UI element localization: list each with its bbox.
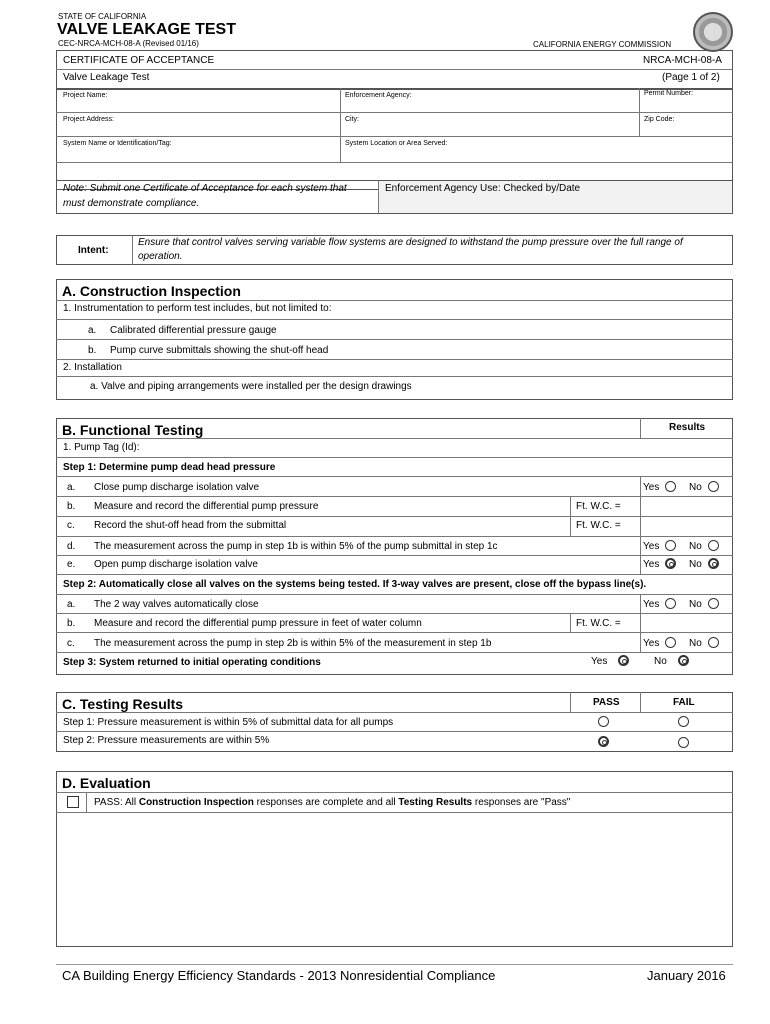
enforcement-agency-field[interactable]: Enforcement Agency: [345,92,412,99]
measure-pump-pressure-step: Measure and record the differential pump pressure [94,501,319,512]
yes-label: Yes [643,559,660,570]
pass-header: PASS [593,697,620,708]
yes-label: Yes [643,599,660,610]
form-name: Valve Leakage Test [63,72,150,83]
result-step1: Step 1: Pressure measurement is within 5% of submittal data for all pumps [63,717,394,728]
yes-label: Yes [591,656,608,667]
commission-label: CALIFORNIA ENERGY COMMISSION [533,40,672,49]
no-label: No [689,541,702,552]
evaluation-bold-2: Testing Results [398,797,473,808]
system-name-field[interactable]: System Name or Identification/Tag: [63,140,172,147]
result1-fail-radio[interactable] [678,716,689,727]
step1d-no-radio[interactable] [708,540,719,551]
step3-heading: Step 3: System returned to initial operating conditions [63,657,321,668]
note-text-2: must demonstrate compliance. [63,198,200,209]
evaluation-suffix: responses are "Pass" [472,797,571,808]
result2-fail-radio[interactable] [678,737,689,748]
permit-number-field[interactable]: Permit Number: [644,90,694,97]
step1e-no-radio[interactable] [708,558,719,569]
pass-checkbox[interactable] [67,796,79,808]
instrumentation-item: 1. Instrumentation to perform test includes, but not limited to: [63,303,332,314]
footer-standards: CA Building Energy Efficiency Standards - 2013 Nonresidential Compliance [62,968,496,983]
installation-item: 2. Installation [63,362,122,373]
result-step2: Step 2: Pressure measurements are within 5% [63,735,270,746]
results-header: Results [669,422,706,433]
agency-use-label[interactable]: Enforcement Agency Use: Checked by/Date [385,183,581,194]
intent-text-2: operation. [138,251,183,262]
step2c-yes-radio[interactable] [665,637,676,648]
state-label: STATE OF CALIFORNIA [58,12,147,21]
row-letter: d. [67,541,76,552]
yes-label: Yes [643,541,660,552]
section-c-title: C. Testing Results [62,696,184,712]
fail-header: FAIL [673,697,695,708]
step1e-yes-radio[interactable] [665,558,676,569]
step1a-yes-radio[interactable] [665,481,676,492]
row-letter: b. [67,501,76,512]
form-title: VALVE LEAKAGE TEST [57,21,236,38]
step2c-no-radio[interactable] [708,637,719,648]
row-letter: a. [67,599,76,610]
section-a-title: A. Construction Inspection [62,283,241,299]
evaluation-mid: responses are complete and all [253,797,399,808]
step2a-yes-radio[interactable] [665,598,676,609]
measure-water-column-step: Measure and record the differential pump pressure in feet of water column [94,618,422,629]
zip-code-field[interactable]: Zip Code: [644,116,675,123]
evaluation-prefix: PASS: All [94,797,139,808]
step2-heading: Step 2: Automatically close all valves on the systems being tested. If 3-way valves are present, close off the bypass line(s). [63,579,647,590]
ft-wc-field[interactable]: Ft. W.C. = [576,618,621,629]
yes-label: Yes [643,482,660,493]
evaluation-statement [94,797,570,808]
row-letter: c. [67,520,75,531]
project-name-field[interactable]: Project Name: [63,92,108,99]
project-info [56,88,733,190]
row-letter: b. [67,618,76,629]
form-revision: CEC-NRCA-MCH-08-A (Revised 01/16) [58,39,199,48]
footer-date: January 2016 [647,968,726,983]
no-label: No [654,656,667,667]
evaluation-bold-1: Construction Inspection [138,797,254,808]
intent-label: Intent: [78,245,109,256]
row-letter: c. [67,638,75,649]
no-label: No [689,482,702,493]
pump-curve-item: Pump curve submittals showing the shut-off head [110,345,329,356]
no-label: No [689,599,702,610]
no-label: No [689,638,702,649]
intent-text-1: Ensure that control valves serving variable flow systems are designed to withstand the pump pressure over the full range of [138,237,683,248]
project-address-field[interactable]: Project Address: [63,116,114,123]
measurement-within-step2: The measurement across the pump in step 2b is within 5% of the measurement in step 1b [94,638,492,649]
measurement-within-step: The measurement across the pump in step 1b is within 5% of the pump submittal in step 1c [94,541,498,552]
shutoff-head-step: Record the shut-off head from the submittal [94,520,287,531]
step1d-yes-radio[interactable] [665,540,676,551]
system-location-field[interactable]: System Location or Area Served: [345,140,448,147]
pressure-gauge-item: Calibrated differential pressure gauge [110,325,277,336]
page-indicator: (Page 1 of 2) [662,72,720,83]
result2-pass-radio[interactable] [598,736,609,747]
pump-tag-field[interactable]: 1. Pump Tag (Id): [63,442,140,453]
certificate-label: CERTIFICATE OF ACCEPTANCE [63,55,215,66]
city-field[interactable]: City: [345,116,359,123]
ft-wc-field[interactable]: Ft. W.C. = [576,501,621,512]
state-seal-icon [693,12,733,52]
step1a-no-radio[interactable] [708,481,719,492]
step1-heading: Step 1: Determine pump dead head pressure [63,462,276,473]
step3-no-radio[interactable] [678,655,689,666]
step3-yes-radio[interactable] [618,655,629,666]
note-text-1: Note: Submit one Certificate of Acceptance for each system that [63,183,347,194]
result1-pass-radio[interactable] [598,716,609,727]
section-d-title: D. Evaluation [62,775,151,791]
valve-piping-item: a. Valve and piping arrangements were installed per the design drawings [90,381,412,392]
item-letter: a. [88,325,97,336]
section-b-title: B. Functional Testing [62,422,204,438]
ft-wc-field[interactable]: Ft. W.C. = [576,520,621,531]
yes-label: Yes [643,638,660,649]
close-discharge-valve-step: Close pump discharge isolation valve [94,482,260,493]
form-code: NRCA-MCH-08-A [643,55,722,66]
valves-close-step: The 2 way valves automatically close [94,599,259,610]
item-letter: b. [88,345,97,356]
row-letter: a. [67,482,76,493]
no-label: No [689,559,702,570]
open-discharge-valve-step: Open pump discharge isolation valve [94,559,258,570]
row-letter: e. [67,559,76,570]
step2a-no-radio[interactable] [708,598,719,609]
